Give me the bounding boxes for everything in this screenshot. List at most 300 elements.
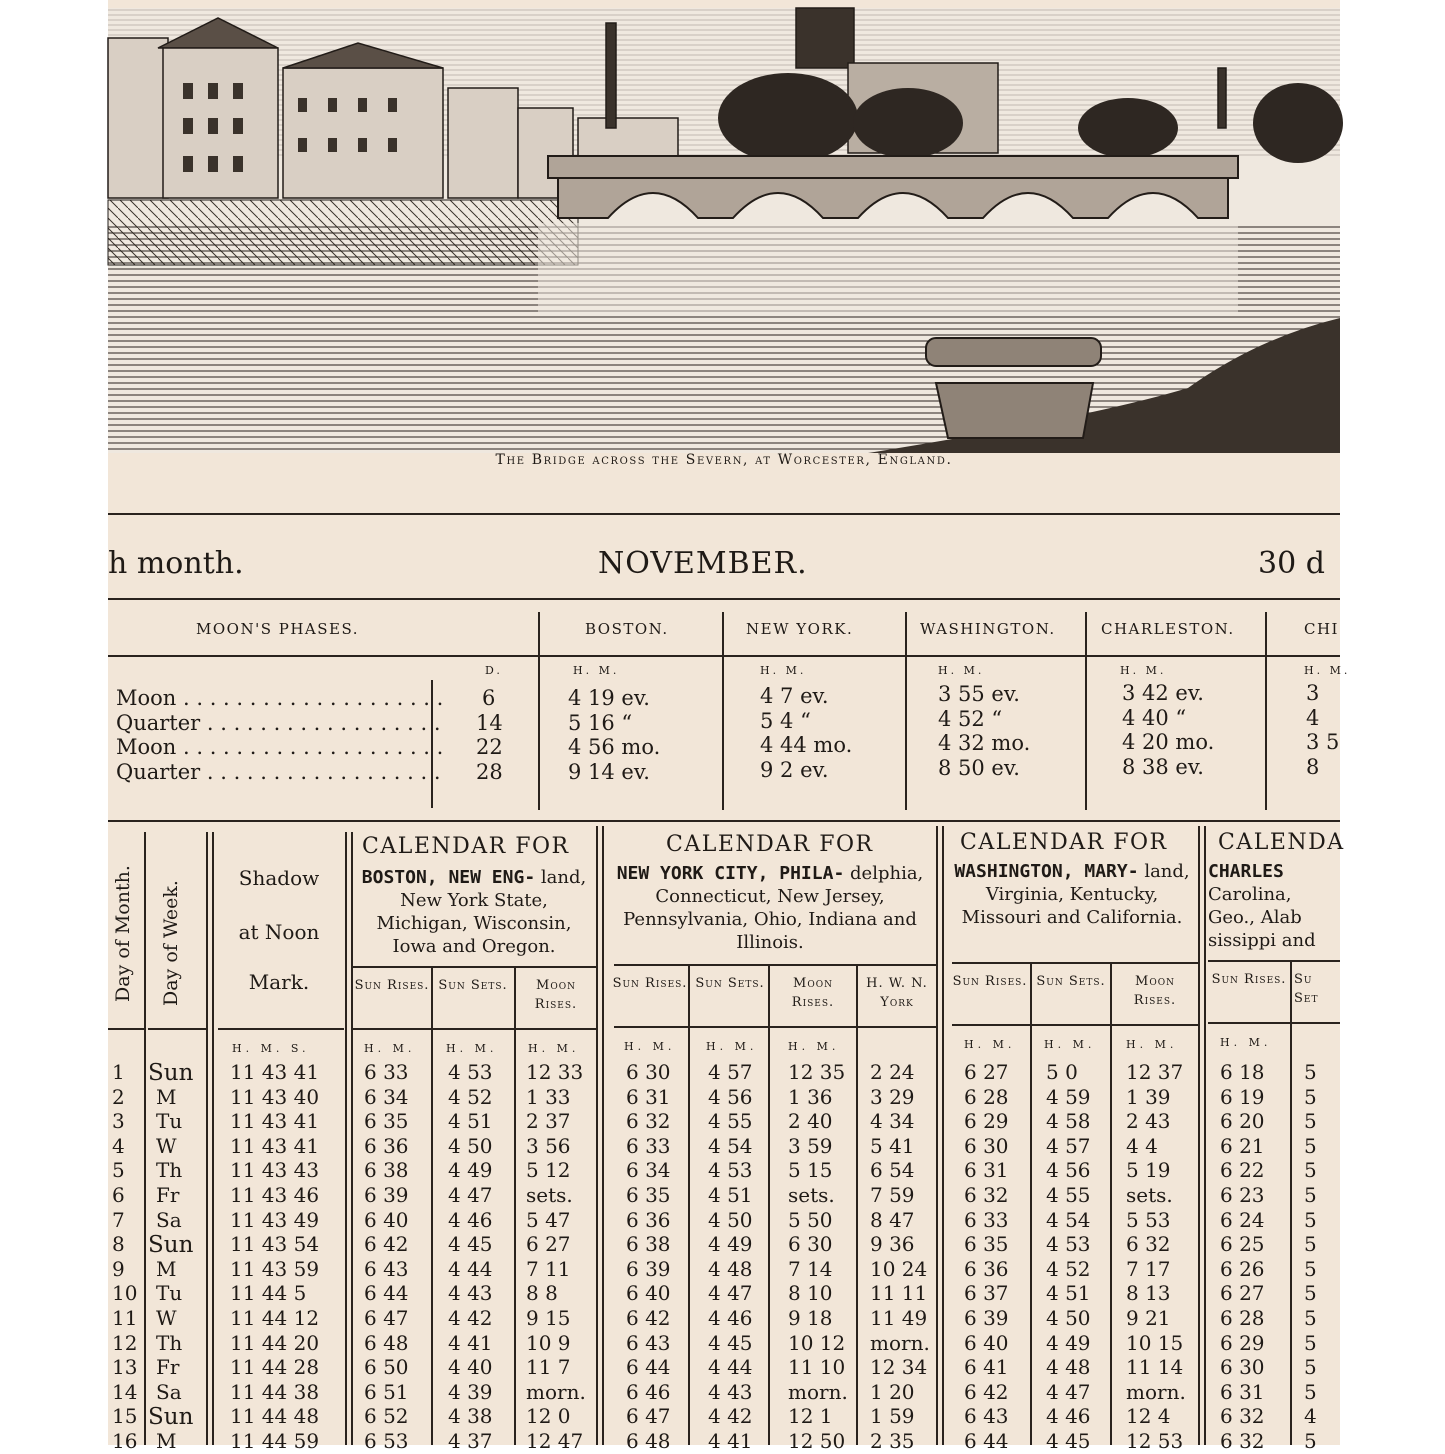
wash-sun-rises-cell: 6 42	[964, 1379, 1009, 1404]
ny-moon-rises-cell: 5 50	[788, 1207, 833, 1232]
charleston-sun-sets-cell: 5	[1304, 1109, 1317, 1134]
phase-time: 3	[1306, 681, 1320, 705]
ny-moon-rises-cell: 3 59	[788, 1133, 833, 1158]
boston-sun-rises-cell: 6 43	[364, 1256, 409, 1281]
noon-shadow-cell: 11 43 49	[230, 1207, 320, 1232]
phase-time: 9 2 ev.	[760, 758, 829, 782]
wash-sun-sets-cell: 4 49	[1046, 1330, 1091, 1355]
ny-high-water-cell: 3 29	[870, 1084, 915, 1109]
charleston-sun-sets-cell: 5	[1304, 1084, 1317, 1109]
ny-sun-rises-cell: 6 48	[626, 1429, 671, 1453]
ny-high-water-cell: 1 20	[870, 1379, 915, 1404]
table-row	[108, 1158, 1340, 1183]
boston-moon-rises-cell: 6 27	[526, 1232, 571, 1257]
phase-hm-label: H. M.	[938, 664, 985, 677]
ny-moon-rises-cell: 1 36	[788, 1084, 833, 1109]
month-ordinal: h month.	[108, 546, 244, 581]
boston-moon-rises-cell: 1 33	[526, 1084, 571, 1109]
col-sun-rises: Sun Rises.	[1211, 972, 1287, 987]
boston-moon-rises-cell: 9 15	[526, 1306, 571, 1330]
wash-sun-rises-cell: 6 41	[964, 1355, 1009, 1380]
ny-sun-rises-cell: 6 36	[626, 1207, 671, 1232]
moon-phases-heading: MOON'S PHASES.	[196, 620, 359, 638]
col-sun-rises: Sun Rises.	[612, 976, 688, 991]
calendar-text-boston: land, New York State, Michigan, Wisconsin, Iowa and Oregon.	[376, 867, 587, 957]
charleston-sun-rises-cell: 6 32	[1220, 1404, 1265, 1429]
day-of-week-cell: Sa	[156, 1207, 182, 1232]
ny-moon-rises-cell: 6 30	[788, 1232, 833, 1257]
phase-city-boston: BOSTON.	[585, 620, 669, 638]
day-of-week-cell: Fr	[156, 1183, 180, 1207]
charleston-sun-rises-cell: 6 25	[1220, 1232, 1265, 1257]
ny-sun-rises-cell: 6 43	[626, 1330, 671, 1355]
charleston-sun-rises-cell: 6 20	[1220, 1109, 1265, 1134]
ny-high-water-cell: morn.	[870, 1330, 930, 1355]
noon-shadow-cell: 11 43 41	[230, 1060, 320, 1084]
ny-sun-rises-cell: 6 30	[626, 1060, 671, 1084]
wash-moon-rises-cell: morn.	[1126, 1379, 1186, 1404]
calendar-region-washington: WASHINGTON, MARY-	[954, 861, 1139, 882]
boston-sun-rises-cell: 6 35	[364, 1109, 409, 1134]
boston-sun-rises-cell: 6 44	[364, 1281, 409, 1306]
phase-day: 14	[476, 711, 503, 735]
ny-high-water-cell: 12 34	[870, 1355, 928, 1380]
charleston-sun-rises-cell: 6 30	[1220, 1355, 1265, 1380]
noon-shadow-cell: 11 43 41	[230, 1109, 320, 1134]
phase-name: Moon . . . . . . . . . . . . . . . . . . . .	[116, 686, 444, 710]
ny-high-water-cell: 7 59	[870, 1183, 915, 1207]
ny-sun-sets-cell: 4 54	[708, 1133, 753, 1158]
boston-moon-rises-cell: 7 11	[526, 1256, 571, 1281]
noon-shadow-cell: 11 43 54	[230, 1232, 320, 1257]
col-sun-sets: Sun Sets.	[1036, 974, 1106, 989]
phase-time: 3 55 ev.	[938, 682, 1020, 706]
day-of-week-cell: Sun	[148, 1232, 194, 1259]
charleston-sun-sets-cell: 4	[1304, 1404, 1317, 1429]
wash-sun-rises-cell: 6 28	[964, 1084, 1009, 1109]
boston-sun-sets-cell: 4 43	[448, 1281, 493, 1306]
boston-moon-rises-cell: 5 12	[526, 1158, 571, 1183]
phase-time: 3 5	[1306, 730, 1340, 754]
charleston-sun-rises-cell: 6 19	[1220, 1084, 1265, 1109]
ny-high-water-cell: 2 24	[870, 1060, 915, 1084]
charleston-sun-rises-cell: 6 23	[1220, 1183, 1265, 1207]
calendar-text-new-york: delphia, Connecticut, New Jersey, Pennsylvania, Ohio, Indiana and Illinois.	[623, 863, 924, 953]
charleston-sun-sets-cell: 5	[1304, 1158, 1317, 1183]
noon-shadow-cell: 11 44 5	[230, 1281, 307, 1306]
day-of-week-cell: M	[156, 1429, 177, 1453]
table-row	[108, 1306, 1340, 1331]
noon-shadow-cell: 11 43 43	[230, 1158, 320, 1183]
ny-sun-rises-cell: 6 31	[626, 1084, 671, 1109]
almanac-page	[108, 0, 1351, 1453]
wash-moon-rises-cell: sets.	[1126, 1183, 1173, 1207]
ny-sun-sets-cell: 4 49	[708, 1232, 753, 1257]
calendar-title-washington: CALENDAR FOR	[960, 830, 1168, 855]
boston-sun-sets-cell: 4 51	[448, 1109, 493, 1134]
day-of-month-cell: 2	[112, 1084, 125, 1109]
ny-sun-sets-cell: 4 56	[708, 1084, 753, 1109]
charleston-sun-sets-cell: 5	[1304, 1429, 1317, 1453]
calendar-desc-boston	[352, 866, 596, 958]
wash-sun-rises-cell: 6 27	[964, 1060, 1009, 1084]
calendar-desc-new-york	[606, 862, 934, 954]
boston-sun-sets-cell: 4 38	[448, 1404, 493, 1429]
table-row	[108, 1183, 1340, 1208]
phase-city-washington: WASHINGTON.	[920, 620, 1056, 638]
ny-sun-rises-cell: 6 35	[626, 1183, 671, 1207]
phase-city-chicago: CHI	[1304, 620, 1339, 638]
calendar-region-boston: BOSTON, NEW ENG-	[361, 867, 536, 888]
ny-moon-rises-cell: 8 10	[788, 1281, 833, 1306]
wash-sun-rises-cell: 6 43	[964, 1404, 1009, 1429]
ny-high-water-cell: 1 59	[870, 1404, 915, 1429]
ny-sun-rises-cell: 6 39	[626, 1256, 671, 1281]
wash-sun-rises-cell: 6 36	[964, 1256, 1009, 1281]
table-row	[108, 1429, 1340, 1454]
boston-moon-rises-cell: 3 56	[526, 1133, 571, 1158]
day-of-month-cell: 3	[112, 1109, 125, 1134]
wash-moon-rises-cell: 6 32	[1126, 1232, 1171, 1257]
boston-sun-rises-cell: 6 51	[364, 1379, 409, 1404]
day-of-month-cell: 12	[112, 1330, 138, 1355]
phase-time: 5 16 “	[568, 711, 633, 735]
col-sun-rises: Sun Rises.	[952, 974, 1028, 989]
phase-time: 4 20 mo.	[1122, 730, 1215, 754]
phase-name: Quarter . . . . . . . . . . . . . . . . . .	[116, 711, 441, 735]
boston-moon-rises-cell: 12 47	[526, 1429, 584, 1453]
boston-sun-rises-cell: 6 47	[364, 1306, 409, 1330]
boston-moon-rises-cell: 8 8	[526, 1281, 558, 1306]
phase-time: 4 56 mo.	[568, 735, 661, 759]
ny-sun-rises-cell: 6 38	[626, 1232, 671, 1257]
shadow-label-line: Shadow	[238, 866, 320, 890]
phase-time: 4	[1306, 706, 1320, 730]
charleston-sun-sets-cell: 5	[1304, 1183, 1317, 1207]
boston-sun-sets-cell: 4 41	[448, 1330, 493, 1355]
wash-sun-rises-cell: 6 35	[964, 1232, 1009, 1257]
ny-sun-rises-cell: 6 42	[626, 1306, 671, 1330]
wash-sun-sets-cell: 4 58	[1046, 1109, 1091, 1134]
ny-moon-rises-cell: morn.	[788, 1379, 848, 1404]
phase-day: 28	[476, 760, 503, 784]
day-of-week-label: Day of Week.	[160, 880, 182, 1006]
wash-sun-sets-cell: 4 50	[1046, 1306, 1091, 1330]
phase-hm-label: H. M.	[1304, 664, 1351, 677]
ny-moon-rises-cell: sets.	[788, 1183, 835, 1207]
day-of-week-cell: W	[156, 1306, 177, 1330]
phase-hm-label: H. M.	[1120, 664, 1167, 677]
wash-moon-rises-cell: 7 17	[1126, 1256, 1171, 1281]
boston-sun-sets-cell: 4 46	[448, 1207, 493, 1232]
day-of-week-cell: Fr	[156, 1355, 180, 1380]
calendar-title-new-york: CALENDAR FOR	[666, 832, 874, 857]
phase-hm-label: H. M.	[760, 664, 807, 677]
day-of-month-cell: 13	[112, 1355, 138, 1380]
ny-sun-sets-cell: 4 45	[708, 1330, 753, 1355]
illustration-caption: The Bridge across the Severn, at Worcester, England.	[495, 452, 953, 468]
month-title: NOVEMBER.	[598, 546, 808, 581]
calendar-text-charleston: Carolina, Geo., Alab sissippi and	[1208, 884, 1316, 951]
ny-high-water-cell: 8 47	[870, 1207, 915, 1232]
day-of-month-cell: 14	[112, 1379, 138, 1404]
charleston-sun-rises-cell: 6 26	[1220, 1256, 1265, 1281]
wash-sun-rises-cell: 6 31	[964, 1158, 1009, 1183]
noon-shadow-cell: 11 44 59	[230, 1429, 320, 1453]
wash-sun-rises-cell: 6 29	[964, 1109, 1009, 1134]
ny-high-water-cell: 11 49	[870, 1306, 928, 1330]
charleston-sun-sets-cell: 5	[1304, 1133, 1317, 1158]
ny-sun-sets-cell: 4 44	[708, 1355, 753, 1380]
wash-sun-sets-cell: 4 47	[1046, 1379, 1091, 1404]
calendar-desc-washington	[948, 860, 1196, 929]
hm-label: H. M.	[1220, 1036, 1272, 1049]
boston-moon-rises-cell: 5 47	[526, 1207, 571, 1232]
ny-high-water-cell: 5 41	[870, 1133, 915, 1158]
ny-sun-sets-cell: 4 47	[708, 1281, 753, 1306]
wash-sun-rises-cell: 6 32	[964, 1183, 1009, 1207]
phase-day-label: D.	[485, 664, 503, 677]
col-sun-rises: Sun Rises.	[354, 978, 430, 993]
ny-sun-sets-cell: 4 53	[708, 1158, 753, 1183]
phase-time: 8	[1306, 755, 1320, 779]
ny-sun-rises-cell: 6 34	[626, 1158, 671, 1183]
boston-moon-rises-cell: 11 7	[526, 1355, 571, 1380]
table-row	[108, 1060, 1340, 1085]
ny-high-water-cell: 6 54	[870, 1158, 915, 1183]
boston-sun-sets-cell: 4 53	[448, 1060, 493, 1084]
wash-sun-sets-cell: 5 0	[1046, 1060, 1078, 1084]
day-of-month-cell: 5	[112, 1158, 125, 1183]
charleston-sun-sets-cell: 5	[1304, 1232, 1317, 1257]
day-of-week-cell: Sa	[156, 1379, 182, 1404]
charleston-sun-rises-cell: 6 32	[1220, 1429, 1265, 1453]
phase-time: 8 50 ev.	[938, 756, 1020, 780]
wash-moon-rises-cell: 12 53	[1126, 1429, 1184, 1453]
boston-sun-sets-cell: 4 37	[448, 1429, 493, 1453]
wash-moon-rises-cell: 12 37	[1126, 1060, 1184, 1084]
col-sun-sets: Sun Sets.	[695, 976, 765, 991]
ny-sun-sets-cell: 4 55	[708, 1109, 753, 1134]
boston-sun-rises-cell: 6 42	[364, 1232, 409, 1257]
boston-moon-rises-cell: 2 37	[526, 1109, 571, 1134]
wash-sun-sets-cell: 4 56	[1046, 1158, 1091, 1183]
wash-moon-rises-cell: 9 21	[1126, 1306, 1171, 1330]
boston-sun-sets-cell: 4 39	[448, 1379, 493, 1404]
boston-sun-rises-cell: 6 39	[364, 1183, 409, 1207]
wash-sun-rises-cell: 6 40	[964, 1330, 1009, 1355]
col-sun-sets: Su Set	[1294, 972, 1319, 1006]
wash-moon-rises-cell: 5 19	[1126, 1158, 1171, 1183]
day-of-week-cell: Th	[156, 1330, 183, 1355]
ny-moon-rises-cell: 5 15	[788, 1158, 833, 1183]
ny-high-water-cell: 11 11	[870, 1281, 928, 1306]
charleston-sun-rises-cell: 6 31	[1220, 1379, 1265, 1404]
boston-sun-rises-cell: 6 52	[364, 1404, 409, 1429]
day-of-month-cell: 10	[112, 1281, 138, 1306]
boston-sun-sets-cell: 4 47	[448, 1183, 493, 1207]
phase-time: 5 4 “	[760, 709, 811, 733]
ny-sun-sets-cell: 4 51	[708, 1183, 753, 1207]
phase-time: 4 52 “	[938, 707, 1003, 731]
hm-label: H. M.	[624, 1040, 676, 1053]
phase-name: Moon . . . . . . . . . . . . . . . . . . . .	[116, 735, 444, 759]
table-row	[108, 1380, 1340, 1405]
calendar-region-new-york: NEW YORK CITY, PHILA-	[616, 863, 845, 884]
phase-time: 4 7 ev.	[760, 684, 829, 708]
boston-sun-rises-cell: 6 48	[364, 1330, 409, 1355]
wash-moon-rises-cell: 8 13	[1126, 1281, 1171, 1306]
shadow-label-line: Mark.	[248, 970, 310, 994]
hm-label: H. M.	[964, 1038, 1016, 1051]
boston-moon-rises-cell: 12 33	[526, 1060, 584, 1084]
ny-high-water-cell: 4 34	[870, 1109, 915, 1134]
table-row	[108, 1208, 1340, 1233]
ny-sun-rises-cell: 6 46	[626, 1379, 671, 1404]
engraving-illustration	[108, 8, 1340, 453]
noon-shadow-cell: 11 44 20	[230, 1330, 320, 1355]
col-moon-rises: Moon Rises.	[534, 978, 578, 1012]
phase-hm-label: H. M.	[573, 664, 620, 677]
table-row	[108, 1404, 1340, 1429]
phase-day: 22	[476, 735, 503, 759]
charleston-sun-rises-cell: 6 24	[1220, 1207, 1265, 1232]
phase-day: 6	[482, 686, 496, 710]
ny-high-water-cell: 2 35	[870, 1429, 915, 1453]
boston-moon-rises-cell: morn.	[526, 1379, 586, 1404]
day-of-month-label: Day of Month.	[112, 865, 134, 1002]
ny-sun-sets-cell: 4 42	[708, 1404, 753, 1429]
table-row	[108, 1109, 1340, 1134]
ny-sun-sets-cell: 4 48	[708, 1256, 753, 1281]
table-row	[108, 1281, 1340, 1306]
wash-moon-rises-cell: 10 15	[1126, 1330, 1184, 1355]
boston-sun-rises-cell: 6 33	[364, 1060, 409, 1084]
charleston-sun-sets-cell: 5	[1304, 1306, 1317, 1330]
ny-sun-rises-cell: 6 47	[626, 1404, 671, 1429]
day-of-month-cell: 7	[112, 1207, 125, 1232]
ny-sun-sets-cell: 4 41	[708, 1429, 753, 1453]
day-of-month-cell: 1	[112, 1060, 125, 1084]
table-row	[108, 1134, 1340, 1159]
ny-sun-rises-cell: 6 33	[626, 1133, 671, 1158]
day-of-month-cell: 6	[112, 1183, 125, 1207]
charleston-sun-rises-cell: 6 29	[1220, 1330, 1265, 1355]
wash-moon-rises-cell: 1 39	[1126, 1084, 1171, 1109]
boston-sun-rises-cell: 6 53	[364, 1429, 409, 1453]
charleston-sun-rises-cell: 6 21	[1220, 1133, 1265, 1158]
phase-time: 4 44 mo.	[760, 733, 853, 757]
day-of-week-cell: M	[156, 1084, 177, 1109]
day-of-month-cell: 9	[112, 1256, 125, 1281]
ny-moon-rises-cell: 12 50	[788, 1429, 846, 1453]
boston-sun-sets-cell: 4 42	[448, 1306, 493, 1330]
boston-sun-rises-cell: 6 38	[364, 1158, 409, 1183]
wash-sun-rises-cell: 6 44	[964, 1429, 1009, 1453]
boston-sun-rises-cell: 6 36	[364, 1133, 409, 1158]
phase-time: 4 19 ev.	[568, 686, 650, 710]
charleston-sun-sets-cell: 5	[1304, 1060, 1317, 1084]
wash-sun-sets-cell: 4 55	[1046, 1183, 1091, 1207]
calendar-desc-charleston	[1208, 860, 1340, 952]
ny-high-water-cell: 10 24	[870, 1256, 928, 1281]
calendar-text-washington: land, Virginia, Kentucky, Missouri and California.	[961, 861, 1190, 928]
day-of-week-cell: M	[156, 1256, 177, 1281]
wash-moon-rises-cell: 12 4	[1126, 1404, 1171, 1429]
col-moon-rises: Moon Rises.	[1133, 974, 1177, 1008]
charleston-sun-sets-cell: 5	[1304, 1379, 1317, 1404]
table-row	[108, 1331, 1340, 1356]
ny-moon-rises-cell: 11 10	[788, 1355, 846, 1380]
wash-moon-rises-cell: 4 4	[1126, 1133, 1158, 1158]
calendar-region-charleston: CHARLES	[1208, 861, 1284, 882]
ny-moon-rises-cell: 7 14	[788, 1256, 833, 1281]
calendar-title-boston: CALENDAR FOR	[362, 834, 570, 859]
day-of-month-cell: 11	[112, 1306, 138, 1330]
phase-city-new-york: NEW YORK.	[746, 620, 854, 638]
charleston-sun-sets-cell: 5	[1304, 1330, 1317, 1355]
table-row	[108, 1085, 1340, 1110]
wash-sun-sets-cell: 4 53	[1046, 1232, 1091, 1257]
hm-label: H. M.	[1044, 1038, 1096, 1051]
calendar-title-charleston: CALENDA	[1218, 830, 1345, 855]
charleston-sun-rises-cell: 6 28	[1220, 1306, 1265, 1330]
charleston-sun-rises-cell: 6 18	[1220, 1060, 1265, 1084]
day-of-month-cell: 8	[112, 1232, 125, 1257]
col-moon-rises: Moon Rises.	[791, 976, 835, 1010]
boston-moon-rises-cell: 10 9	[526, 1330, 571, 1355]
wash-sun-sets-cell: 4 52	[1046, 1256, 1091, 1281]
ny-sun-rises-cell: 6 32	[626, 1109, 671, 1134]
col-high-water: H. W. N. York	[866, 976, 928, 1010]
day-of-month-cell: 16	[112, 1429, 138, 1453]
wash-sun-sets-cell: 4 45	[1046, 1429, 1091, 1453]
boston-sun-sets-cell: 4 45	[448, 1232, 493, 1257]
phase-time: 4 32 mo.	[938, 731, 1031, 755]
ny-moon-rises-cell: 10 12	[788, 1330, 846, 1355]
boat	[926, 338, 1101, 438]
month-days: 30 d	[1258, 546, 1325, 581]
noon-shadow-cell: 11 44 48	[230, 1404, 320, 1429]
ny-moon-rises-cell: 2 40	[788, 1109, 833, 1134]
ny-sun-rises-cell: 6 40	[626, 1281, 671, 1306]
day-of-week-cell: Tu	[156, 1109, 183, 1134]
hm-label: H. M.	[364, 1042, 416, 1055]
boston-sun-rises-cell: 6 50	[364, 1355, 409, 1380]
table-row	[108, 1257, 1340, 1282]
wash-sun-sets-cell: 4 59	[1046, 1084, 1091, 1109]
wash-sun-sets-cell: 4 54	[1046, 1207, 1091, 1232]
ny-sun-sets-cell: 4 46	[708, 1306, 753, 1330]
boston-sun-rises-cell: 6 40	[364, 1207, 409, 1232]
noon-shadow-cell: 11 44 38	[230, 1379, 320, 1404]
boston-sun-sets-cell: 4 40	[448, 1355, 493, 1380]
wash-sun-sets-cell: 4 57	[1046, 1133, 1091, 1158]
hms-label: H. M. S.	[232, 1042, 310, 1055]
boston-sun-sets-cell: 4 52	[448, 1084, 493, 1109]
hm-label: H. M.	[1126, 1038, 1178, 1051]
boston-sun-rises-cell: 6 34	[364, 1084, 409, 1109]
charleston-sun-rises-cell: 6 22	[1220, 1158, 1265, 1183]
boston-sun-sets-cell: 4 50	[448, 1133, 493, 1158]
boston-moon-rises-cell: sets.	[526, 1183, 573, 1207]
noon-shadow-cell: 11 44 12	[230, 1306, 320, 1330]
ny-sun-sets-cell: 4 43	[708, 1379, 753, 1404]
boston-moon-rises-cell: 12 0	[526, 1404, 571, 1429]
phase-time: 9 14 ev.	[568, 760, 650, 784]
wash-moon-rises-cell: 2 43	[1126, 1109, 1171, 1134]
phase-city-charleston: CHARLESTON.	[1101, 620, 1235, 638]
